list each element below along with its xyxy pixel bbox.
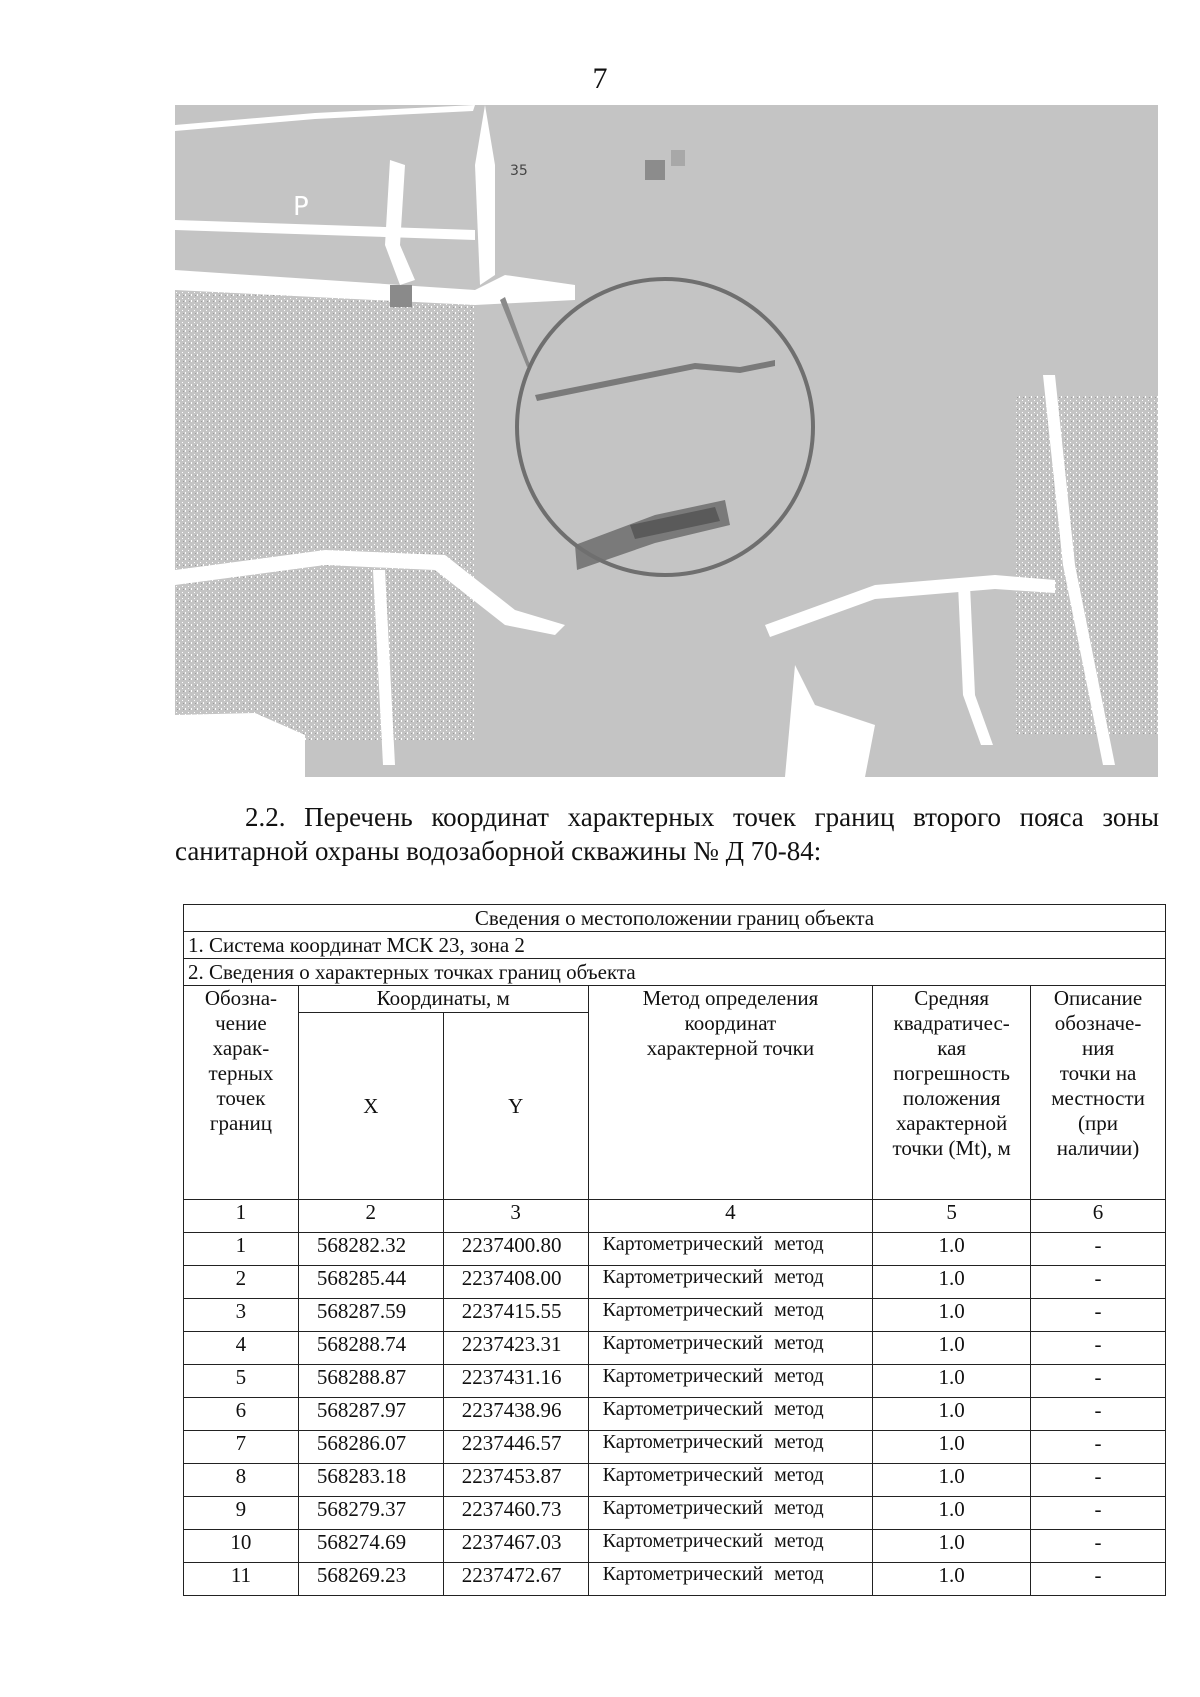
- x-cell: 568285.44: [298, 1266, 443, 1299]
- point-cell: 5: [184, 1365, 299, 1398]
- table-row: [184, 1398, 1166, 1431]
- column-number: 5: [873, 1200, 1031, 1233]
- method-cell: Картометрический метод: [588, 1497, 873, 1530]
- description-cell: -: [1031, 1530, 1166, 1563]
- table-body: [184, 1233, 1166, 1596]
- column-number: 3: [443, 1200, 588, 1233]
- y-cell: 2237408.00: [443, 1266, 588, 1299]
- column-number: 1: [184, 1200, 299, 1233]
- header-coordinates: Координаты, м: [298, 986, 588, 1013]
- map-label-road-letter: P: [293, 192, 309, 222]
- header-x: X: [298, 1013, 443, 1200]
- error-cell: 1.0: [873, 1365, 1031, 1398]
- description-cell: -: [1031, 1464, 1166, 1497]
- method-cell: Картометрический метод: [588, 1233, 873, 1266]
- description-cell: -: [1031, 1299, 1166, 1332]
- table-row: [184, 1299, 1166, 1332]
- error-cell: 1.0: [873, 1266, 1031, 1299]
- section-heading: [175, 800, 1159, 868]
- method-cell: Картометрический метод: [588, 1365, 873, 1398]
- header-y: Y: [443, 1013, 588, 1200]
- coordinates-table: [183, 904, 1166, 1596]
- y-cell: 2237415.55: [443, 1299, 588, 1332]
- y-cell: 2237423.31: [443, 1332, 588, 1365]
- description-cell: -: [1031, 1332, 1166, 1365]
- point-cell: 6: [184, 1398, 299, 1431]
- table-row: [184, 1332, 1166, 1365]
- method-cell: Картометрический метод: [588, 1398, 873, 1431]
- table-row: [184, 1233, 1166, 1266]
- y-cell: 2237467.03: [443, 1530, 588, 1563]
- header-description: Описание обозначе- ния точки на местности (при наличии): [1031, 986, 1166, 1200]
- y-cell: 2237460.73: [443, 1497, 588, 1530]
- header-method: Метод определения координат характерной точки: [588, 986, 873, 1200]
- map-label-plot-number: 35: [510, 163, 528, 179]
- header-error: Средняя квадратичес- кая погрешность положения характерной точки (Mt), м: [873, 986, 1031, 1200]
- header-designation: Обозна- чение харак- терных точек границ: [184, 986, 299, 1200]
- error-cell: 1.0: [873, 1398, 1031, 1431]
- description-cell: -: [1031, 1497, 1166, 1530]
- method-cell: Картометрический метод: [588, 1563, 873, 1596]
- error-cell: 1.0: [873, 1530, 1031, 1563]
- x-cell: 568288.87: [298, 1365, 443, 1398]
- x-cell: 568288.74: [298, 1332, 443, 1365]
- y-cell: 2237472.67: [443, 1563, 588, 1596]
- method-cell: Картометрический метод: [588, 1266, 873, 1299]
- error-cell: 1.0: [873, 1299, 1031, 1332]
- page-number: 7: [592, 62, 608, 95]
- heading-line-1: 2.2. Перечень координат характерных точек границ второго пояса зоны: [245, 802, 1159, 832]
- y-cell: 2237438.96: [443, 1398, 588, 1431]
- x-cell: 568283.18: [298, 1464, 443, 1497]
- x-cell: 568287.59: [298, 1299, 443, 1332]
- x-cell: 568279.37: [298, 1497, 443, 1530]
- table-row: [184, 1563, 1166, 1596]
- error-cell: 1.0: [873, 1332, 1031, 1365]
- description-cell: -: [1031, 1266, 1166, 1299]
- y-cell: 2237431.16: [443, 1365, 588, 1398]
- method-cell: Картометрический метод: [588, 1464, 873, 1497]
- error-cell: 1.0: [873, 1497, 1031, 1530]
- method-cell: Картометрический метод: [588, 1530, 873, 1563]
- x-cell: 568274.69: [298, 1530, 443, 1563]
- y-cell: 2237453.87: [443, 1464, 588, 1497]
- x-cell: 568269.23: [298, 1563, 443, 1596]
- table-row: [184, 1530, 1166, 1563]
- point-cell: 4: [184, 1332, 299, 1365]
- description-cell: -: [1031, 1563, 1166, 1596]
- x-cell: 568282.32: [298, 1233, 443, 1266]
- point-cell: 8: [184, 1464, 299, 1497]
- points-section-title: 2. Сведения о характерных точках границ объекта: [184, 959, 1166, 986]
- coordinate-system: 1. Система координат МСК 23, зона 2: [184, 932, 1166, 959]
- map-image: [175, 105, 1158, 777]
- method-cell: Картометрический метод: [588, 1431, 873, 1464]
- description-cell: -: [1031, 1233, 1166, 1266]
- x-cell: 568286.07: [298, 1431, 443, 1464]
- error-cell: 1.0: [873, 1464, 1031, 1497]
- heading-line-2: санитарной охраны водозаборной скважины № Д 70-84:: [175, 836, 822, 866]
- table-row: [184, 1497, 1166, 1530]
- y-cell: 2237400.80: [443, 1233, 588, 1266]
- column-number: 6: [1031, 1200, 1166, 1233]
- error-cell: 1.0: [873, 1431, 1031, 1464]
- method-cell: Картометрический метод: [588, 1332, 873, 1365]
- x-cell: 568287.97: [298, 1398, 443, 1431]
- point-cell: 7: [184, 1431, 299, 1464]
- description-cell: -: [1031, 1431, 1166, 1464]
- point-cell: 10: [184, 1530, 299, 1563]
- table-title: Сведения о местоположении границ объекта: [184, 905, 1166, 932]
- table-row: [184, 1464, 1166, 1497]
- description-cell: -: [1031, 1398, 1166, 1431]
- point-cell: 2: [184, 1266, 299, 1299]
- point-cell: 11: [184, 1563, 299, 1596]
- table-row: [184, 1365, 1166, 1398]
- y-cell: 2237446.57: [443, 1431, 588, 1464]
- point-cell: 9: [184, 1497, 299, 1530]
- point-cell: 3: [184, 1299, 299, 1332]
- error-cell: 1.0: [873, 1563, 1031, 1596]
- table-row: [184, 1266, 1166, 1299]
- point-cell: 1: [184, 1233, 299, 1266]
- column-number: 2: [298, 1200, 443, 1233]
- description-cell: -: [1031, 1365, 1166, 1398]
- method-cell: Картометрический метод: [588, 1299, 873, 1332]
- error-cell: 1.0: [873, 1233, 1031, 1266]
- column-number: 4: [588, 1200, 873, 1233]
- table-row: [184, 1431, 1166, 1464]
